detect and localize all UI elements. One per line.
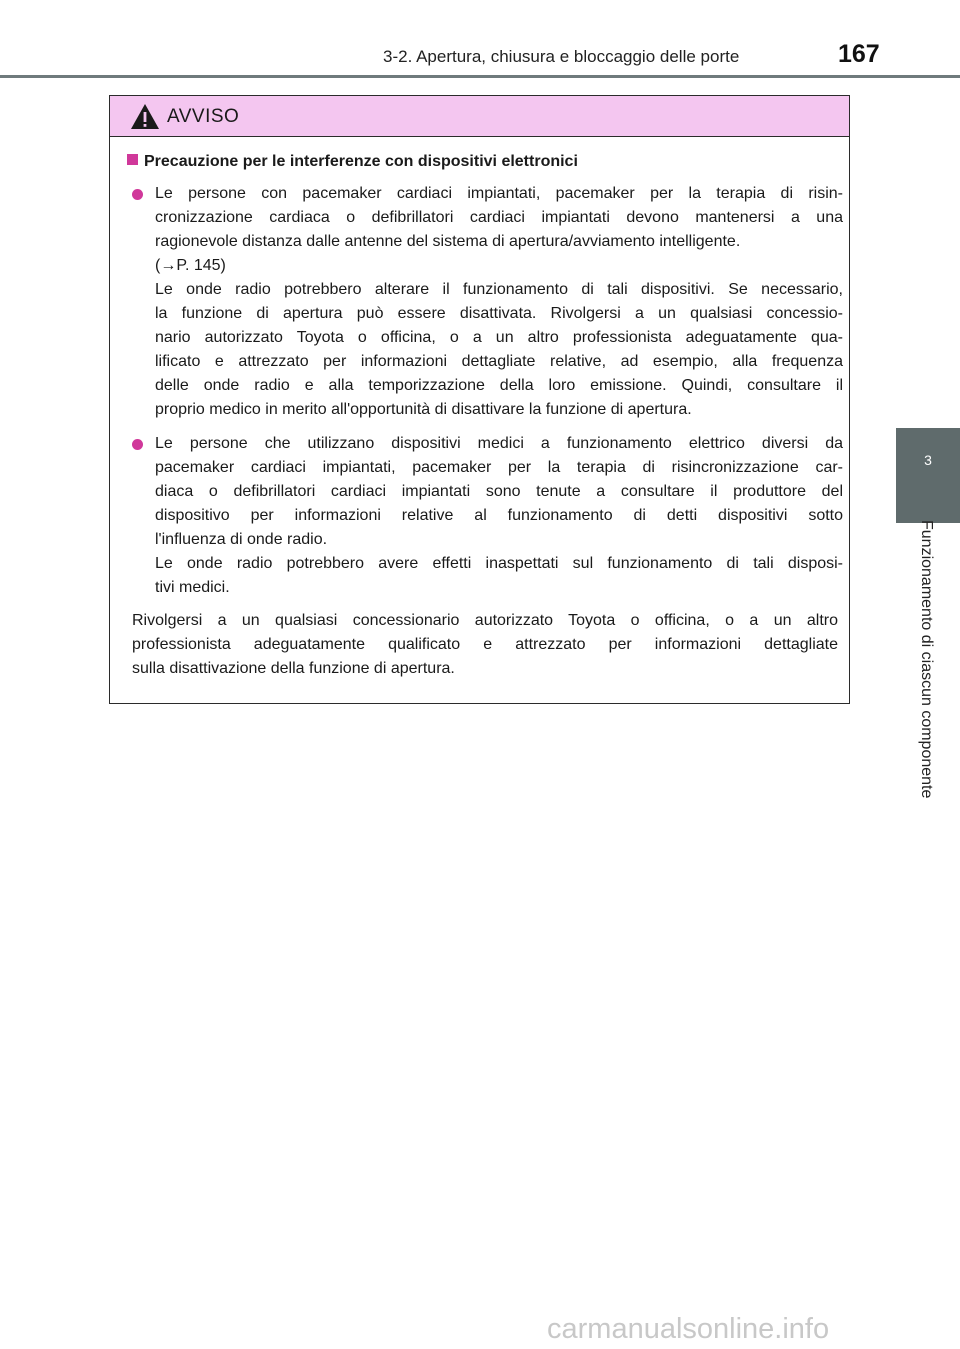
- text-line: sulla disattivazione della funzione di apertura.: [132, 660, 455, 677]
- page-number: 167: [838, 40, 880, 68]
- text-line: Le persone con pacemaker cardiaci impiantati, pacemaker per la terapia di risin-: [155, 185, 843, 202]
- text-line: l'influenza di onde radio.: [155, 531, 328, 548]
- warning-closing-paragraph: [132, 609, 838, 681]
- text-line: Le persone che utilizzano dispositivi medici a funzionamento elettrico diversi da: [155, 435, 843, 452]
- text-line: professionista adeguatamente qualificato e attrezzato per informazioni dettagliate: [132, 636, 838, 653]
- warning-subheading: [127, 153, 578, 171]
- text-line: proprio medico in merito all'opportunità di disattivare la funzione di apertura.: [155, 401, 692, 418]
- section-title: 3-2. Apertura, chiusura e bloccaggio delle porte: [383, 47, 740, 66]
- warning-triangle-icon: [130, 103, 160, 130]
- warning-box: [109, 95, 850, 704]
- text-line: Rivolgersi a un qualsiasi concessionario autorizzato Toyota o officina, o a un altro: [132, 612, 838, 629]
- text-line: ragionevole distanza dalle antenne del sistema di apertura/avviamento intelligente.: [155, 233, 741, 250]
- text-line: dispositivo per informazioni relative al funzionamento di detti dispositivi sotto: [155, 507, 843, 524]
- text-line: Le onde radio potrebbero alterare il funzionamento di tali dispositivi. Se necessario,: [155, 281, 843, 298]
- text-line: Le onde radio potrebbero avere effetti inaspettati sul funzionamento di tali disposi-: [155, 555, 843, 572]
- warning-paragraph-2: [155, 432, 843, 600]
- bullet-dot-icon: [132, 189, 143, 200]
- chapter-tab: [896, 428, 960, 523]
- watermark: carmanualsonline.info: [547, 1313, 830, 1345]
- text-line: nario autorizzato Toyota o officina, o a un altro professionista adeguatamente qua-: [155, 329, 843, 346]
- subheading-text: Precauzione per le interferenze con dispositivi elettronici: [144, 153, 578, 170]
- page-reference: (→P. 145): [155, 257, 226, 274]
- header-divider: [0, 75, 960, 78]
- chapter-title: Funzionamento di ciascun componente: [918, 520, 935, 799]
- text-line: pacemaker cardiaci impiantati, pacemaker per la terapia di risincronizzazione car-: [155, 459, 843, 476]
- text-line: diaca o defibrillatori cardiaci impiantati sono tenute a consultare il produttore del: [155, 483, 843, 500]
- text-line: lificato e attrezzato per informazioni dettagliate relative, ad esempio, alla frequenza: [155, 353, 843, 370]
- bullet-dot-icon: [132, 439, 143, 450]
- text-line: tivi medici.: [155, 579, 230, 596]
- warning-paragraph-1: [155, 182, 843, 422]
- warning-header: [110, 96, 849, 137]
- warning-title: AVVISO: [167, 106, 240, 127]
- square-bullet-icon: [127, 154, 138, 165]
- page-header: [0, 0, 960, 78]
- chapter-number: 3: [924, 452, 932, 468]
- text-line: delle onde radio e alla temporizzazione della loro emissione. Quindi, consultare il: [155, 377, 843, 394]
- text-line: la funzione di apertura può essere disattivata. Rivolgersi a un qualsiasi concessio-: [155, 305, 843, 322]
- text-line: cronizzazione cardiaca o defibrillatori cardiaci impiantati devono mantenersi a una: [155, 209, 843, 226]
